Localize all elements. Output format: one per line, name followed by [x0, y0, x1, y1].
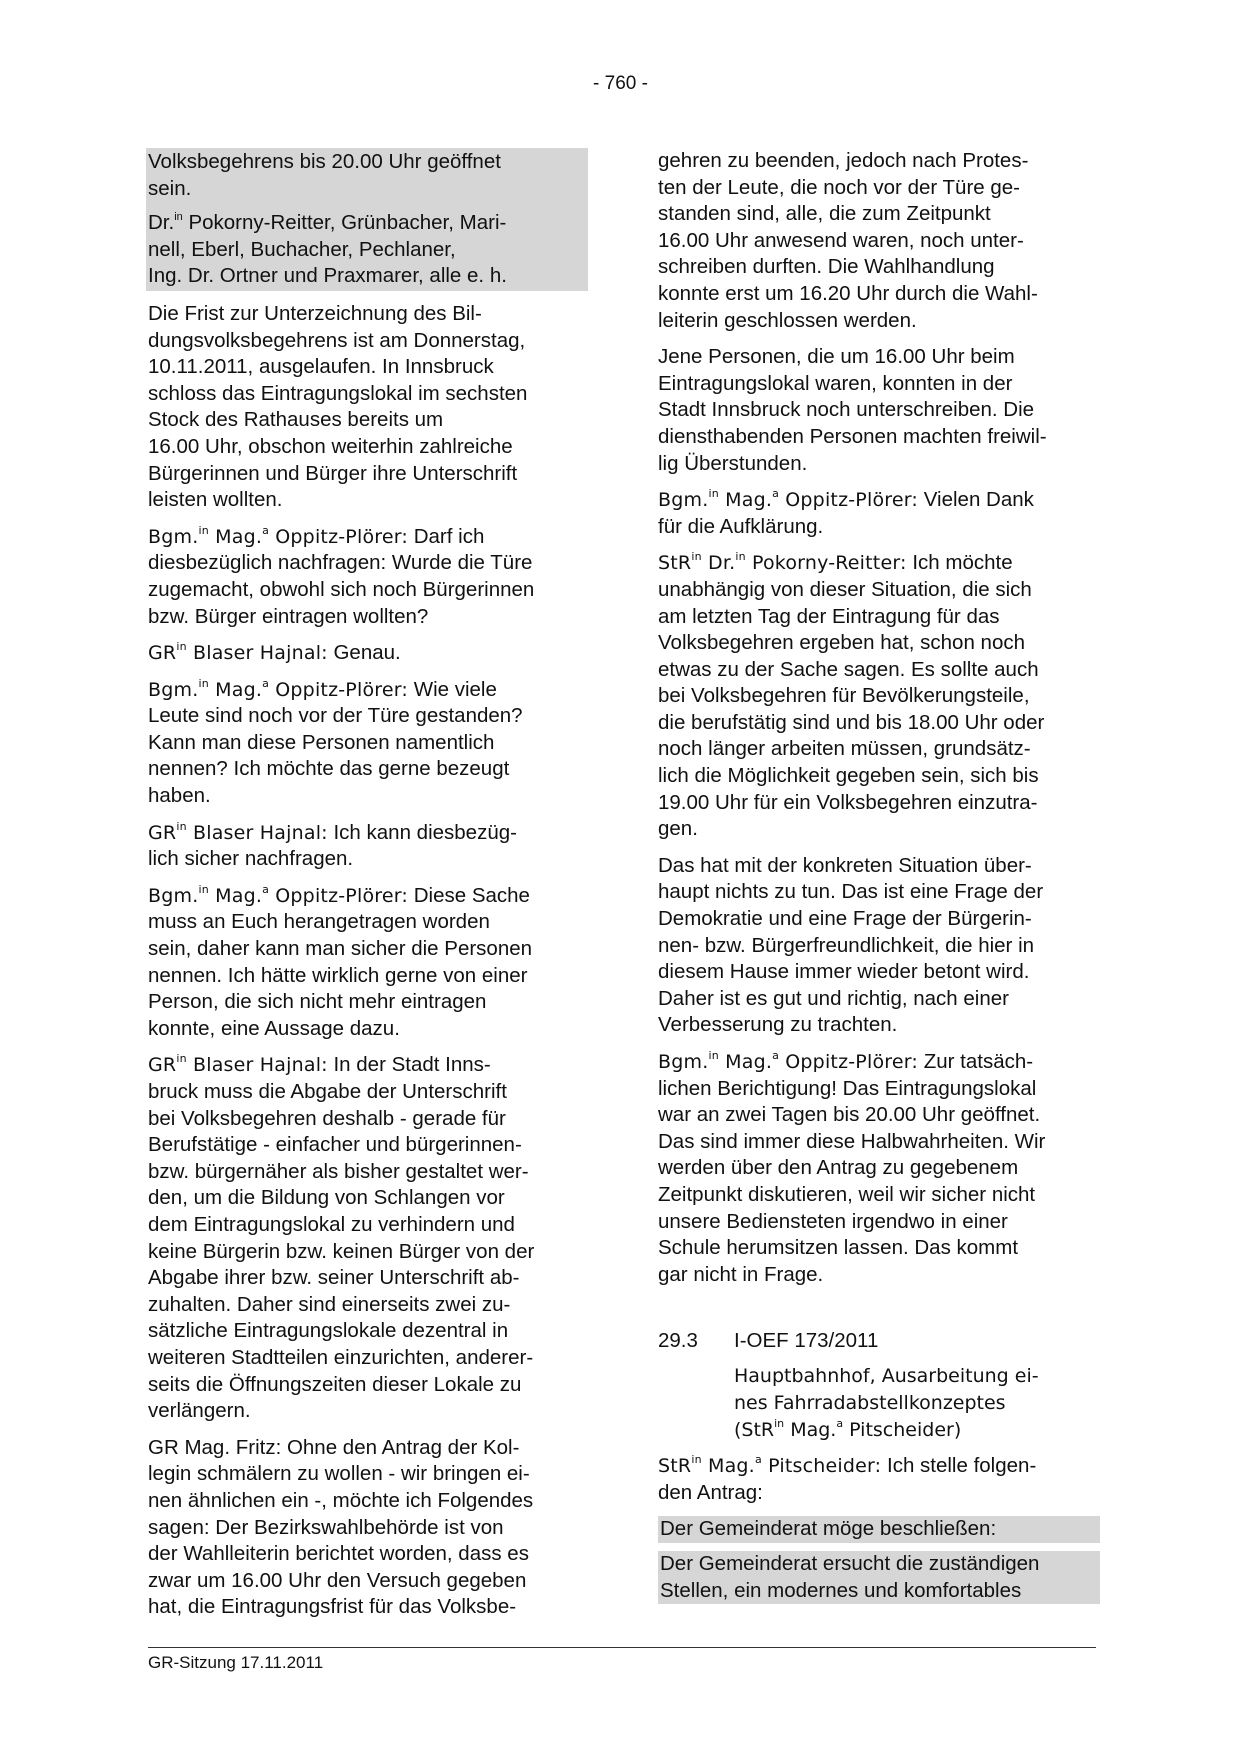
text-line: sein.: [148, 176, 192, 200]
text-line: nes Fahrradabstellkonzeptes: [734, 1391, 1006, 1414]
text-line: bruck muss die Abgabe der Unterschrift: [148, 1080, 507, 1103]
text: Darf ich: [408, 524, 485, 548]
text: Vielen Dank: [918, 488, 1034, 512]
text-line: diensthabenden Personen machten freiwil-: [658, 424, 1047, 448]
text-line: standen sind, alle, die zum Zeitpunkt: [658, 202, 991, 226]
text-line: Volksbegehrens bis 20.00 Uhr geöffnet: [148, 150, 501, 173]
text-line: zugemacht, obwohl sich noch Bürgerinnen: [148, 577, 535, 601]
text-line: der Wahlleiterin berichtet worden, dass es: [148, 1542, 529, 1566]
speaker-name: $GR^{in}$ Blaser Hajnal:: [148, 640, 328, 665]
text-line: unabhängig von dieser Situation, die sich: [658, 577, 1032, 601]
speech-paragraph: [658, 1049, 1098, 1288]
text-line: nell, Eberl, Buchacher, Pechlaner,: [148, 237, 456, 261]
text-line: [148, 210, 588, 237]
text-line: Schule herumsitzen lassen. Das kommt: [658, 1236, 1019, 1260]
text: Zur tatsäch-: [918, 1050, 1034, 1073]
speaker-name: Bgm.$^{in}$ Mag.$^a$ Oppitz-Plörer:: [658, 487, 919, 512]
text-line: hat, die Eintragungsfrist für das Volksbe-: [148, 1595, 517, 1619]
text-line: lig Überstunden.: [658, 451, 808, 475]
left-column: [148, 148, 588, 1631]
text: Genau.: [327, 641, 401, 665]
footer-divider: [148, 1647, 1096, 1648]
text-line: konnte erst um 16.20 Uhr durch die Wahl-: [658, 281, 1038, 305]
text-line: Hauptbahnhof, Ausarbeitung ei-: [734, 1365, 1039, 1388]
speech-paragraph: [148, 820, 588, 873]
speaker-name: StR$^{in}$ Dr.$^{in}$ Pokorny-Reitter:: [658, 550, 907, 575]
text-line: ten der Leute, die noch vor der Türe ge-: [658, 175, 1021, 199]
title-dr: Dr.: [148, 211, 175, 235]
text-line: nennen. Ich hätte wirklich gerne von einer: [148, 963, 528, 987]
text-line: bei Volksbegehren für Bevölkerungsteile,: [658, 684, 1030, 708]
text-line: seits die Öffnungszeiten dieser Lokale zu: [148, 1372, 522, 1396]
speaker-name: Bgm.$^{in}$ Mag.$^a$ Oppitz-Plörer:: [148, 676, 409, 701]
text-line: nennen? Ich möchte das gerne bezeugt: [148, 757, 510, 781]
text-line: Verbesserung zu trachten.: [658, 1013, 898, 1037]
paragraph: [658, 853, 1098, 1039]
text-line: diesbezüglich nachfragen: Wurde die Türe: [148, 551, 533, 575]
text-line: [148, 1052, 588, 1079]
text: Wie viele: [408, 677, 497, 701]
speech-paragraph: [658, 1453, 1098, 1506]
agenda-item-code: I-OEF 173/2011: [734, 1329, 879, 1353]
text: Ich stelle folgen-: [881, 1454, 1037, 1478]
right-column: [658, 148, 1098, 1614]
text-line: 19.00 Uhr für ein Volksbegehren einzutra-: [658, 790, 1038, 814]
text-line: Abgabe ihrer bzw. seiner Unterschrift ab-: [148, 1266, 520, 1290]
text-line: [148, 677, 588, 704]
text-line: diesem Hause immer wieder betont wird.: [658, 960, 1030, 984]
text-line: konnte, eine Aussage dazu.: [148, 1016, 400, 1040]
speech-paragraph: [658, 487, 1098, 540]
text-line: gen.: [658, 817, 698, 841]
motion-heading: [658, 1516, 1100, 1543]
speaker-name: Bgm.$^{in}$ Mag.$^a$ Oppitz-Plörer:: [148, 882, 409, 907]
text-line: zwar um 16.00 Uhr den Versuch gegeben: [148, 1568, 527, 1592]
text-line: bzw. Bürger eintragen wollten?: [148, 604, 429, 628]
text-line: Person, die sich nicht mehr eintragen: [148, 990, 487, 1014]
text-line: Daher ist es gut und richtig, nach einer: [658, 986, 1009, 1010]
speaker-name: StR$^{in}$ Mag.$^a$ Pitscheider:: [658, 1453, 882, 1478]
agenda-item-number: 29.3: [658, 1329, 698, 1353]
text-line: sein, daher kann man sicher die Personen: [148, 937, 533, 961]
text-line: Das hat mit der konkreten Situation über-: [658, 853, 1032, 877]
speaker-name: $GR^{in}$ Blaser Hajnal:: [148, 819, 328, 844]
text-line: Der Gemeinderat ersucht die zuständigen: [660, 1551, 1040, 1575]
text: Diese Sache: [408, 883, 530, 907]
agenda-item-title: [734, 1363, 1104, 1443]
paragraph: [148, 301, 588, 514]
text-line: den, um die Bildung von Schlangen vor: [148, 1186, 505, 1210]
text-line: legin schmälern zu wollen - wir bringen ei-: [148, 1462, 530, 1486]
speaker-name: Bgm.$^{in}$ Mag.$^a$ Oppitz-Plörer:: [658, 1049, 919, 1073]
text-line: Das sind immer diese Halbwahrheiten. Wir: [658, 1129, 1046, 1153]
text-line: Stellen, ein modernes und komfortables: [660, 1578, 1022, 1602]
text-line: [658, 550, 1098, 577]
speech-paragraph: [148, 524, 588, 630]
text-line: nen ähnlichen ein -, möchte ich Folgendes: [148, 1488, 534, 1512]
text-line: schloss das Eintragungslokal im sechsten: [148, 381, 528, 405]
text-line: war an zwei Tagen bis 20.00 Uhr geöffnet.: [658, 1103, 1041, 1127]
text-line: [148, 524, 588, 551]
text-line: Zeitpunkt diskutieren, weil wir sicher nicht: [658, 1182, 1036, 1206]
text: Ich möchte: [906, 551, 1013, 575]
text-line: Kann man diese Personen namentlich: [148, 730, 495, 754]
speech-paragraph: [148, 1052, 588, 1424]
text-line: dem Eintragungslokal zu verhindern und: [148, 1212, 515, 1236]
superscript: in: [174, 211, 183, 224]
text-line: Bürgerinnen und Bürger ihre Unterschrift: [148, 461, 518, 485]
text-line: 10.11.2011, ausgelaufen. In Innsbruck: [148, 355, 494, 379]
speech-paragraph: [148, 640, 588, 667]
text-line: Leute sind noch vor der Türe gestanden?: [148, 704, 523, 728]
text-line: etwas zu der Sache sagen. Es sollte auch: [658, 657, 1039, 681]
text-line: Jene Personen, die um 16.00 Uhr beim: [658, 345, 1015, 369]
speaker-name: $GR^{in}$ Blaser Hajnal:: [148, 1052, 328, 1077]
text-line: [658, 487, 1098, 514]
text-line: haupt nichts zu tun. Das ist eine Frage der: [658, 880, 1044, 904]
text-line: Berufstätige - einfacher und bürgerinnen-: [148, 1133, 522, 1157]
paragraph: [148, 1435, 588, 1621]
text: In der Stadt Inns-: [327, 1053, 491, 1077]
text: Pokorny-Reitter, Grünbacher, Mari-: [182, 211, 507, 235]
text-line: verlängern.: [148, 1399, 251, 1423]
text-line: sagen: Der Bezirkswahlbehörde ist von: [148, 1515, 504, 1539]
footer-session-date: GR-Sitzung 17.11.2011: [148, 1653, 324, 1672]
text-line: leiterin geschlossen werden.: [658, 308, 917, 332]
text: Ich kann diesbezüg-: [327, 820, 517, 844]
text-line: schreiben durften. Die Wahlhandlung: [658, 255, 995, 279]
text-line: noch länger arbeiten müssen, grundsätz-: [658, 737, 1031, 761]
text-line: bei Volksbegehren deshalb - gerade für: [148, 1106, 506, 1130]
text-line: zuhalten. Daher sind einerseits zwei zu-: [148, 1292, 511, 1316]
text-line: weiteren Stadtteilen einzurichten, anderer-: [148, 1345, 534, 1369]
text-line: 16.00 Uhr anwesend waren, noch unter-: [658, 228, 1024, 252]
speech-paragraph: [148, 677, 588, 810]
text-line: [148, 883, 588, 910]
text-line: Die Frist zur Unterzeichnung des Bil-: [148, 301, 482, 325]
text-line: nen- bzw. Bürgerfreundlichkeit, die hier in: [658, 933, 1035, 957]
text-line: lich die Möglichkeit gegeben sein, sich bis: [658, 764, 1039, 788]
text-line: Ing. Dr. Ortner und Praxmarer, alle e. h.: [148, 264, 507, 288]
text-line: Der Gemeinderat möge beschließen:: [660, 1517, 997, 1541]
text-line: Volksbegehren ergeben hat, schon noch: [658, 631, 1025, 655]
text-line: [148, 640, 588, 667]
paragraph: [148, 149, 588, 202]
text-line: (StR$^{in}$ Mag.$^a$ Pitscheider): [734, 1416, 962, 1441]
paragraph: [658, 148, 1098, 334]
agenda-item-header: [658, 1328, 1098, 1355]
paragraph: [658, 344, 1098, 477]
text-line: gehren zu beenden, jedoch nach Protes-: [658, 149, 1029, 172]
text-line: Eintragungslokal waren, konnten in der: [658, 371, 1013, 395]
text-line: Stock des Rathauses bereits um: [148, 408, 444, 432]
page-number: - 760 -: [593, 73, 648, 94]
signatories: [148, 210, 588, 290]
text-line: GR Mag. Fritz: Ohne den Antrag der Kol-: [148, 1435, 520, 1459]
highlighted-block-end-of-motion: [146, 148, 588, 291]
speaker-name: Bgm.$^{in}$ Mag.$^a$ Oppitz-Plörer:: [148, 523, 409, 548]
text-line: dungsvolksbegehrens ist am Donnerstag,: [148, 328, 526, 352]
text-line: werden über den Antrag zu gegebenem: [658, 1156, 1019, 1180]
text-line: die berufstätig sind und bis 18.00 Uhr oder: [658, 710, 1045, 734]
text-line: für die Aufklärung.: [658, 514, 824, 538]
text-line: sätzliche Eintragungslokale dezentral in: [148, 1319, 509, 1343]
text-line: unsere Bediensteten irgendwo in einer: [658, 1209, 1008, 1233]
speech-paragraph: [658, 550, 1098, 843]
text-line: gar nicht in Frage.: [658, 1262, 824, 1286]
text-line: Stadt Innsbruck noch unterschreiben. Die: [658, 398, 1035, 422]
text-line: keine Bürgerin bzw. keinen Bürger von der: [148, 1239, 535, 1263]
text-line: haben.: [148, 784, 211, 808]
text-line: den Antrag:: [658, 1480, 763, 1504]
text-line: leisten wollten.: [148, 488, 283, 512]
text-line: 16.00 Uhr, obschon weiterhin zahlreiche: [148, 434, 513, 458]
text-line: lich sicher nachfragen.: [148, 847, 354, 871]
text-line: [148, 820, 588, 847]
motion-text: [658, 1551, 1100, 1604]
text-line: bzw. bürgernäher als bisher gestaltet wer-: [148, 1159, 529, 1183]
speech-paragraph: [148, 883, 588, 1043]
text-line: [658, 1049, 1098, 1076]
text-line: muss an Euch herangetragen worden: [148, 910, 490, 934]
text-line: lichen Berichtigung! Das Eintragungslokal: [658, 1076, 1037, 1100]
text-line: Demokratie und eine Frage der Bürgerin-: [658, 907, 1032, 931]
text-line: am letzten Tag der Eintragung für das: [658, 604, 1000, 628]
text-line: [658, 1453, 1098, 1480]
